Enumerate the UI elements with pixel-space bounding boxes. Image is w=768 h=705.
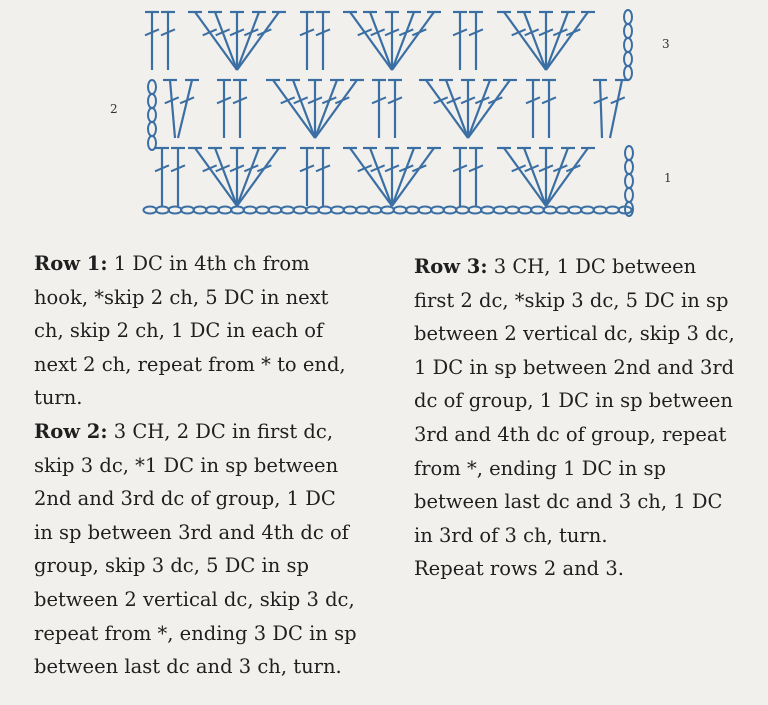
dc-stitch <box>426 80 468 138</box>
dc-crossbar <box>566 29 580 35</box>
instruction-line <box>414 317 735 351</box>
chain-stitch <box>506 207 519 214</box>
instruction-line <box>34 314 357 348</box>
chain-stitch <box>431 207 444 214</box>
dc-crossbar <box>412 165 426 171</box>
dc-stitch <box>370 148 392 206</box>
dc-stitch <box>237 148 259 206</box>
instruction-text: between 2 vertical dc, skip 3 dc, <box>414 322 735 346</box>
dc-crossbar <box>412 29 426 35</box>
chain-stitch <box>181 207 194 214</box>
instruction-text: first 2 dc, *skip 3 dc, 5 DC in sp <box>414 288 729 312</box>
chain-stitch <box>356 207 369 214</box>
dc-stitch <box>610 80 622 138</box>
dc-crossbar <box>203 29 217 35</box>
instruction-text: between last dc and 3 ch, turn. <box>34 655 342 679</box>
instruction-line <box>414 485 735 519</box>
dc-stitch <box>392 12 434 70</box>
dc-stitch <box>350 12 392 70</box>
chain-stitch <box>344 207 357 214</box>
chain-stitch <box>381 207 394 214</box>
dc-stitch <box>524 148 546 206</box>
dc-stitch <box>546 148 588 206</box>
instruction-text: ch, skip 2 ch, 1 DC in each of <box>34 319 324 343</box>
instruction-line <box>34 617 357 651</box>
instruction-line <box>414 552 735 586</box>
chain-stitch <box>256 207 269 214</box>
dc-stitch <box>468 80 510 138</box>
chain-stitch <box>531 207 544 214</box>
dc-crossbar <box>203 165 217 171</box>
dc-crossbar <box>512 165 526 171</box>
instruction-text: 3rd and 4th dc of group, repeat <box>414 422 727 446</box>
dc-crossbar <box>335 97 349 103</box>
instruction-line <box>414 351 735 385</box>
instruction-line <box>34 650 357 684</box>
chain-stitch <box>331 207 344 214</box>
chain-link <box>148 94 156 108</box>
chain-stitch <box>519 207 532 214</box>
dc-crossbar <box>281 97 295 103</box>
chain-stitch <box>156 207 169 214</box>
instruction-line <box>34 449 357 483</box>
dc-stitch <box>215 12 237 70</box>
dc-stitch <box>546 12 588 70</box>
instruction-line <box>34 516 357 550</box>
instruction-line <box>414 418 735 452</box>
dc-stitch <box>370 12 392 70</box>
chain-stitch <box>419 207 432 214</box>
chain-stitch <box>481 207 494 214</box>
instruction-text: 3 CH, 1 DC between <box>487 255 697 278</box>
chain-stitch <box>556 207 569 214</box>
instruction-text: 3 CH, 2 DC in first dc, <box>107 419 334 443</box>
chain-stitch <box>219 207 232 214</box>
dc-stitch <box>392 148 434 206</box>
dc-crossbar <box>434 97 448 103</box>
chain-link <box>624 24 632 38</box>
dc-stitch <box>546 12 568 70</box>
dc-crossbar <box>257 29 271 35</box>
chain-stitch <box>581 207 594 214</box>
chain-stitch <box>456 207 469 214</box>
chain-stitch <box>406 207 419 214</box>
chain-stitch <box>394 207 407 214</box>
instruction-line <box>34 583 357 617</box>
chain-stitch <box>569 207 582 214</box>
dc-stitch <box>273 80 315 138</box>
row-heading: Row 1: <box>34 252 108 275</box>
dc-stitch <box>392 12 414 70</box>
dc-crossbar <box>257 165 271 171</box>
dc-stitch <box>170 80 175 138</box>
instruction-text: 1 DC in 4th ch from <box>107 252 310 275</box>
instruction-text: turn. <box>34 386 83 410</box>
chain-link <box>624 52 632 66</box>
instruction-text: in 3rd of 3 ch, turn. <box>414 523 608 547</box>
chain-stitch <box>244 207 257 214</box>
chain-stitch <box>294 207 307 214</box>
instruction-text: 1 DC in sp between 2nd and 3rd <box>414 355 735 379</box>
chain-stitch <box>169 207 182 214</box>
row-label-1: 1 <box>664 171 672 185</box>
dc-stitch <box>215 148 237 206</box>
chain-link <box>624 66 632 80</box>
chain-stitch <box>206 207 219 214</box>
chain-link <box>148 80 156 94</box>
chain-stitch <box>231 207 244 214</box>
chain-link <box>148 108 156 122</box>
chain-stitch <box>444 207 457 214</box>
instruction-line <box>34 482 357 516</box>
instruction-text: repeat from *, ending 3 DC in sp <box>34 621 357 645</box>
chain-link <box>148 122 156 136</box>
instruction-line <box>414 452 735 486</box>
chain-link <box>148 136 156 150</box>
chain-stitch <box>369 207 382 214</box>
dc-stitch <box>315 80 337 138</box>
instruction-line <box>34 348 357 382</box>
instruction-text: dc of group, 1 DC in sp between <box>414 389 733 413</box>
instruction-line <box>34 549 357 583</box>
instruction-line <box>414 284 735 318</box>
instruction-text: 2nd and 3rd dc of group, 1 DC <box>34 487 336 511</box>
instruction-text: between last dc and 3 ch, 1 DC <box>414 490 723 514</box>
chain-link <box>625 146 633 160</box>
chain-stitch <box>194 207 207 214</box>
dc-crossbar <box>566 165 580 171</box>
instruction-line <box>414 519 735 553</box>
dc-stitch <box>468 80 490 138</box>
dc-stitch <box>392 148 414 206</box>
dc-stitch <box>315 80 357 138</box>
row-heading: Row 2: <box>34 419 108 443</box>
dc-stitch <box>504 12 546 70</box>
instruction-text: group, skip 3 dc, 5 DC in sp <box>34 554 309 578</box>
chain-link <box>624 10 632 24</box>
instruction-text: in sp between 3rd and 4th dc of <box>34 520 349 544</box>
chain-stitch <box>269 207 282 214</box>
dc-stitch <box>524 12 546 70</box>
chain-link <box>625 160 633 174</box>
chain-stitch <box>606 207 619 214</box>
instruction-line <box>34 415 357 449</box>
dc-crossbar <box>358 165 372 171</box>
dc-crossbar <box>488 97 502 103</box>
instruction-text: from *, ending 1 DC in sp <box>414 456 667 480</box>
instruction-line <box>34 247 357 281</box>
right-instructions <box>414 250 735 586</box>
dc-stitch <box>600 80 602 138</box>
dc-stitch <box>237 12 279 70</box>
dc-stitch <box>195 148 237 206</box>
dc-stitch <box>237 148 279 206</box>
chain-stitch <box>144 207 157 214</box>
row-label-2: 2 <box>110 102 118 116</box>
chain-stitch <box>319 207 332 214</box>
chain-link <box>625 174 633 188</box>
left-instructions <box>34 247 357 684</box>
row-heading: Row 3: <box>414 255 488 278</box>
chain-link <box>624 38 632 52</box>
instruction-text: next 2 ch, repeat from * to end, <box>34 352 346 376</box>
instruction-line <box>414 384 735 418</box>
dc-stitch <box>504 148 546 206</box>
instruction-line <box>414 250 735 284</box>
dc-stitch <box>546 148 568 206</box>
instruction-text: skip 3 dc, *1 DC in sp between <box>34 453 339 477</box>
dc-stitch <box>195 12 237 70</box>
dc-stitch <box>350 148 392 206</box>
dc-stitch <box>178 80 192 138</box>
chain-stitch <box>281 207 294 214</box>
row-label-3: 3 <box>662 37 670 51</box>
instruction-line <box>34 281 357 315</box>
chain-link <box>625 188 633 202</box>
instruction-text: hook, *skip 2 ch, 5 DC in next <box>34 285 329 309</box>
chain-stitch <box>469 207 482 214</box>
chain-stitch <box>306 207 319 214</box>
chain-stitch <box>544 207 557 214</box>
dc-stitch <box>237 12 259 70</box>
dc-crossbar <box>358 29 372 35</box>
instruction-line <box>34 381 357 415</box>
chain-stitch <box>594 207 607 214</box>
chain-stitch <box>494 207 507 214</box>
dc-stitch <box>293 80 315 138</box>
instruction-text: between 2 vertical dc, skip 3 dc, <box>34 587 355 611</box>
dc-crossbar <box>512 29 526 35</box>
instruction-text: Repeat rows 2 and 3. <box>414 557 624 581</box>
dc-stitch <box>446 80 468 138</box>
